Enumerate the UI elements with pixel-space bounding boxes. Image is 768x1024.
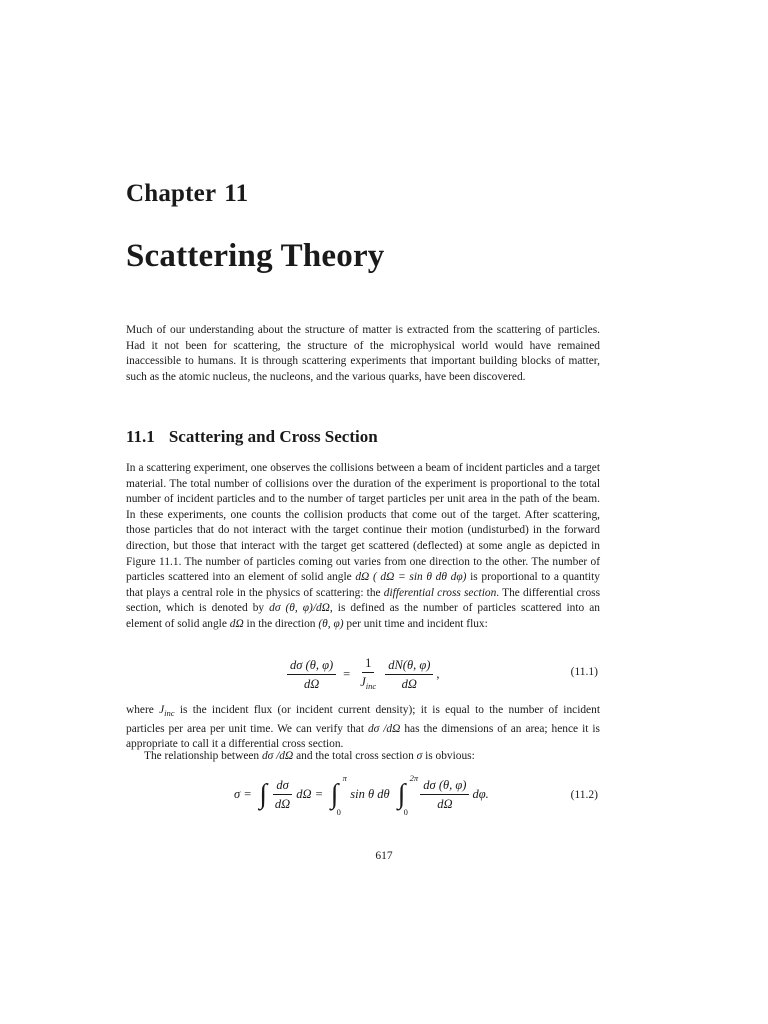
page-number: 617 [375, 850, 393, 862]
chapter-number: 11 [224, 180, 249, 207]
math-inline: (θ, φ) [318, 617, 344, 630]
differential: dΩ [296, 787, 312, 801]
text-run: . The differential cross section, which is denoted by [126, 586, 601, 615]
text-run: where [126, 704, 160, 716]
emphasis-term: differential cross section [383, 586, 497, 599]
paragraph-flux [126, 703, 600, 753]
text-run: is the incident flux (or incident current density); it is equal to the number of incident particles per area per unit time. We can verify that [126, 704, 600, 735]
text-run: has the dimensions of an area; hence it is appropriate to call it a differential cross section. [126, 722, 600, 751]
paragraph-cross-section [126, 461, 600, 633]
paragraph-total-cross-section [126, 749, 600, 765]
text-run: is proportional to a quantity that plays a central role in the physics of scattering: the [126, 571, 600, 599]
differential: dφ. [472, 787, 489, 801]
text-run: The relationship between [144, 750, 262, 762]
section-heading [126, 427, 378, 447]
equation-11-2 [126, 772, 600, 818]
intro-paragraph: Much of our understanding about the structure of matter is extracted from the scattering of particles. Had it not been for scattering, the structure of the microphysical world would have remained inaccessible to humans. It is through scattering experiments that important building blocks of matter, such as the atomic nucleus, the nucleons, and the various quarks, have been discovered. [126, 324, 600, 383]
integral-phi: ∫ 2π 0 [397, 772, 419, 817]
fraction: $\frac{d\sigma (\theta, \varphi)}{d\Omega}$ [420, 778, 469, 811]
sigma-symbol: σ [234, 787, 241, 801]
section-title: Scattering and Cross Section [168, 427, 378, 446]
integral-theta: ∫ π 0 [330, 772, 347, 817]
chapter-title: Scattering Theory [126, 238, 385, 274]
section-number: 11.1 [126, 427, 155, 446]
chapter-label: Chapter [126, 180, 217, 207]
math-inline: dΩ [229, 617, 244, 630]
math-inline: dσ /dΩ [367, 722, 401, 735]
fraction: $\frac{d\sigma (\theta, \varphi)}{d\Omega}$ [287, 658, 336, 691]
math-inline: σ [416, 750, 423, 762]
text-run: , is defined as the number of particles scattered into an element of solid angle [126, 602, 600, 630]
text-run: and the total cross section [293, 750, 417, 762]
equation-number: (11.2) [570, 789, 598, 801]
math-inline: dσ /dΩ [261, 750, 294, 762]
fraction: $\frac{dN(\theta, \varphi)}{d\Omega}$ [385, 658, 433, 691]
math-inline: $J_{inc}$ [159, 704, 175, 718]
equals-sign: = [343, 667, 351, 681]
fraction: $\frac{d\sigma}{d\Omega}$ [274, 778, 291, 811]
equals-sign: = [315, 787, 323, 801]
text-run: per unit time and incident flux: [343, 617, 488, 630]
fraction: $\frac{1}{J_{inc}}$ [360, 656, 377, 691]
integral: ∫ [259, 778, 267, 810]
text-run: is obvious: [422, 750, 475, 762]
text-run: In a scattering experiment, one observes the collisions between a beam of incident particles and a target material. The total number of collisions over the duration of the experiment is proportional to the total number of incident particles and to the number of target particles per unit area in the path of the beam. In these experiments, one counts the collision products that come out of the target. After scattering, those particles that do not interact with the target continue their motion (undisturbed) in the forward direction, but those that interact with the target get scattered (deflected) at some angle as depicted in Figure 11.1. The number of particles coming out varies from one direction to the other. The number of particles scattered into an element of solid angle [126, 462, 600, 584]
math-inline: dσ (θ, φ)/dΩ [269, 602, 330, 615]
equation-number: (11.1) [570, 666, 598, 678]
punctuation: , [436, 667, 440, 681]
equals-sign: = [244, 787, 252, 801]
chapter-heading [126, 180, 248, 208]
math-inline: dΩ ( dΩ = sin θ dθ dφ) [355, 571, 467, 584]
sine-term: sin θ dθ [350, 787, 390, 801]
text-run: in the direction [243, 617, 319, 630]
equation-11-1 [126, 656, 600, 696]
